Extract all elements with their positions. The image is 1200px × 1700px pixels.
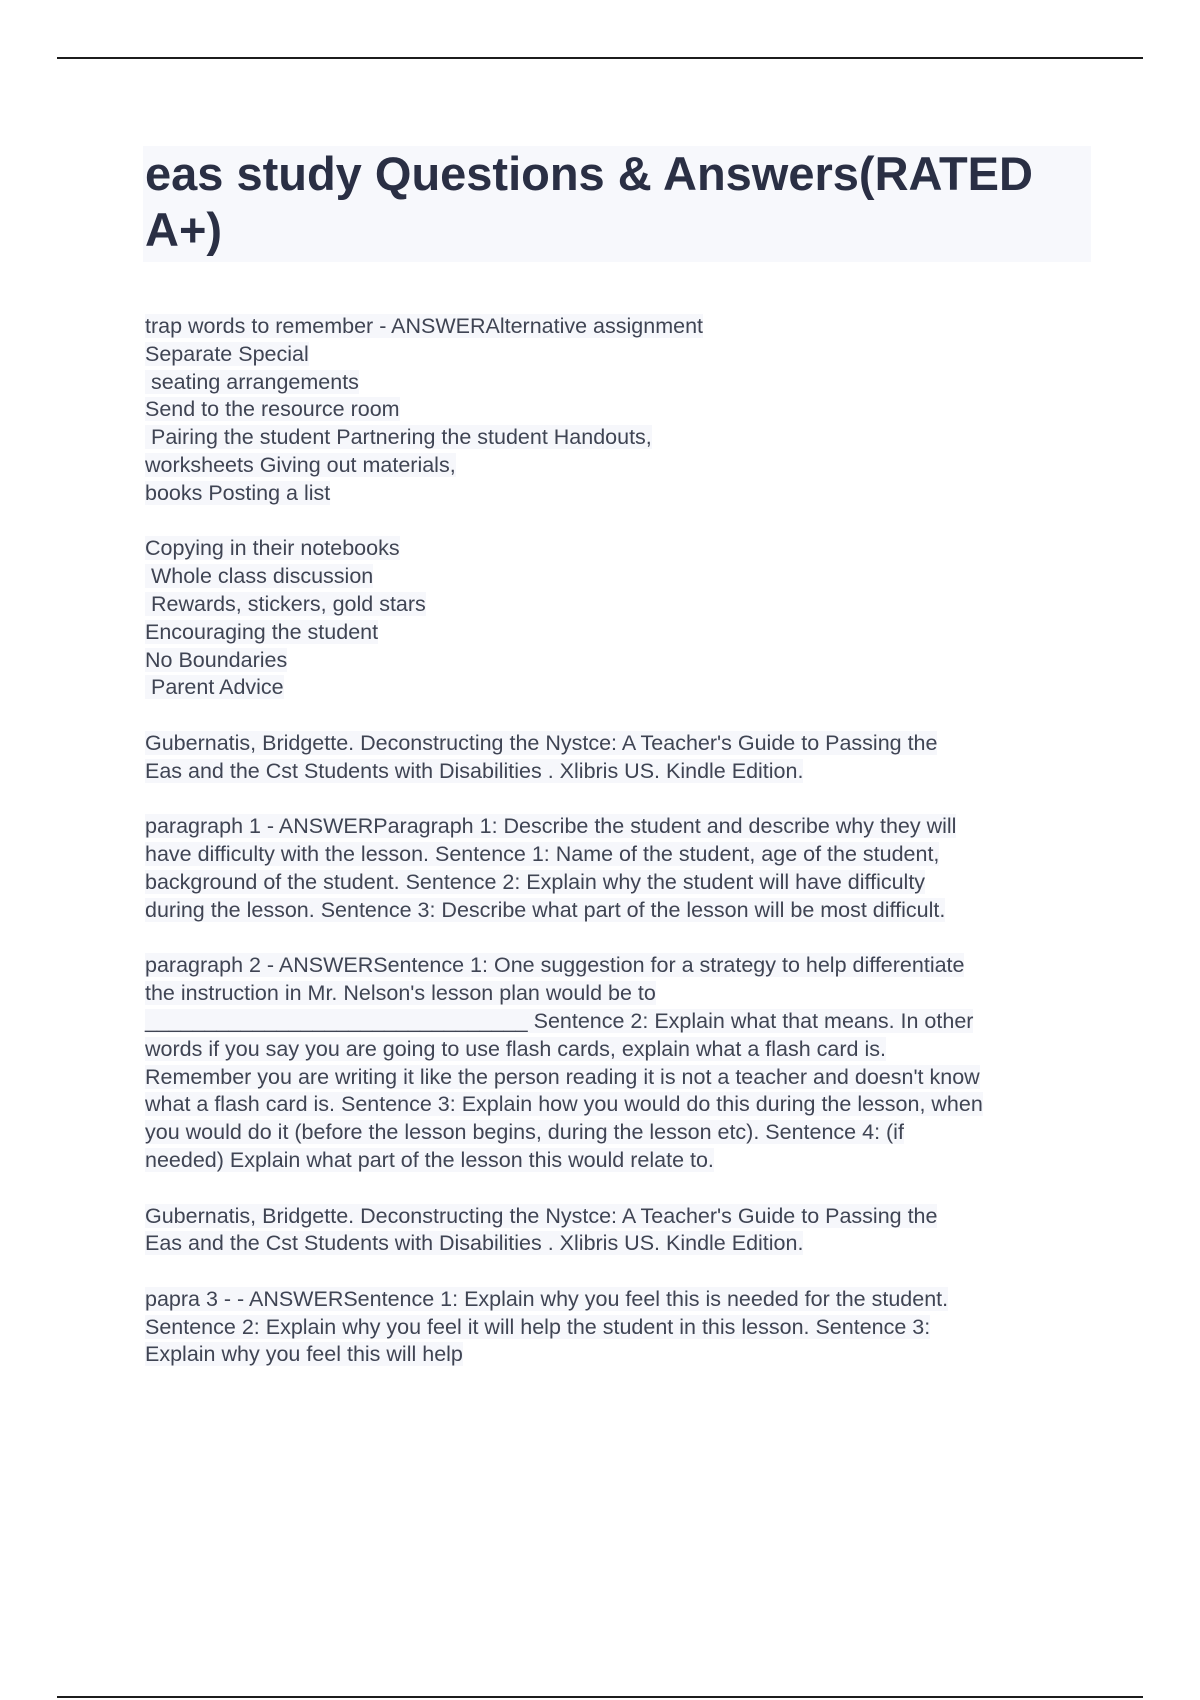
text-line: books Posting a list <box>145 480 331 505</box>
title-block <box>143 146 1091 262</box>
text-line: Separate Special <box>145 341 309 366</box>
paragraph-trap-words <box>145 313 1095 508</box>
text-line: Encouraging the student <box>145 619 379 644</box>
text-line: needed) Explain what part of the lesson this would relate to. <box>145 1147 714 1172</box>
text-line: have difficulty with the lesson. Sentence 1: Name of the student, age of the student, <box>145 842 940 867</box>
text-line: Remember you are writing it like the person reading it is not a teacher and doesn't know <box>145 1064 980 1089</box>
footer-rule <box>57 1696 1143 1698</box>
text-line: the instruction in Mr. Nelson's lesson plan would be to <box>145 981 656 1006</box>
text-line: Send to the resource room <box>145 397 400 422</box>
document-body <box>145 313 1095 1397</box>
text-line: Copying in their notebooks <box>145 536 400 561</box>
text-line: Gubernatis, Bridgette. Deconstructing the Nystce: A Teacher's Guide to Passing the <box>145 1203 938 1228</box>
paragraph-1-answer <box>145 813 1095 924</box>
text-line: words if you say you are going to use flash cards, explain what a flash card is. <box>145 1036 886 1061</box>
text-line: No Boundaries <box>145 647 288 672</box>
document-title: eas study Questions & Answers(RATED A+) <box>145 147 1033 256</box>
text-line: during the lesson. Sentence 3: Describe what part of the lesson will be most difficult. <box>145 897 946 922</box>
text-line: worksheets Giving out materials, <box>145 452 456 477</box>
text-line: what a flash card is. Sentence 3: Explain how you would do this during the lesson, when <box>145 1092 983 1117</box>
text-line: Eas and the Cst Students with Disabilities . Xlibris US. Kindle Edition. <box>145 758 804 783</box>
text-line: Explain why you feel this will help <box>145 1342 463 1367</box>
text-line: Whole class discussion <box>145 564 374 589</box>
text-line: papra 3 - - ANSWERSentence 1: Explain why you feel this is needed for the student. <box>145 1286 949 1311</box>
text-line: Gubernatis, Bridgette. Deconstructing the Nystce: A Teacher's Guide to Passing the <box>145 730 938 755</box>
text-line: trap words to remember - ANSWERAlternative assignment <box>145 314 704 338</box>
header-rule <box>57 57 1143 59</box>
text-line: background of the student. Sentence 2: Explain why the student will have difficulty <box>145 869 926 894</box>
text-line: Eas and the Cst Students with Disabilities . Xlibris US. Kindle Edition. <box>145 1231 804 1256</box>
text-line: Pairing the student Partnering the student Handouts, <box>145 425 652 450</box>
paragraph-3-answer <box>145 1286 1095 1369</box>
text-line: seating arrangements <box>145 369 359 394</box>
text-line: paragraph 2 - ANSWERSentence 1: One suggestion for a strategy to help differentiate <box>145 953 965 978</box>
text-line: Rewards, stickers, gold stars <box>145 591 426 616</box>
text-line: you would do it (before the lesson begins, during the lesson etc). Sentence 4: (if <box>145 1120 904 1145</box>
citation-2 <box>145 1203 1095 1259</box>
text-line: Sentence 2: Explain why you feel it will help the student in this lesson. Sentence 3: <box>145 1314 931 1339</box>
paragraph-2-answer <box>145 952 1095 1174</box>
text-line: ________________________________ Sentence 2: Explain what that means. In other <box>145 1008 974 1033</box>
text-line: paragraph 1 - ANSWERParagraph 1: Describe the student and describe why they will <box>145 814 957 839</box>
text-line: Parent Advice <box>145 675 284 700</box>
citation-1 <box>145 730 1095 786</box>
paragraph-trap-words-continued <box>145 535 1095 702</box>
